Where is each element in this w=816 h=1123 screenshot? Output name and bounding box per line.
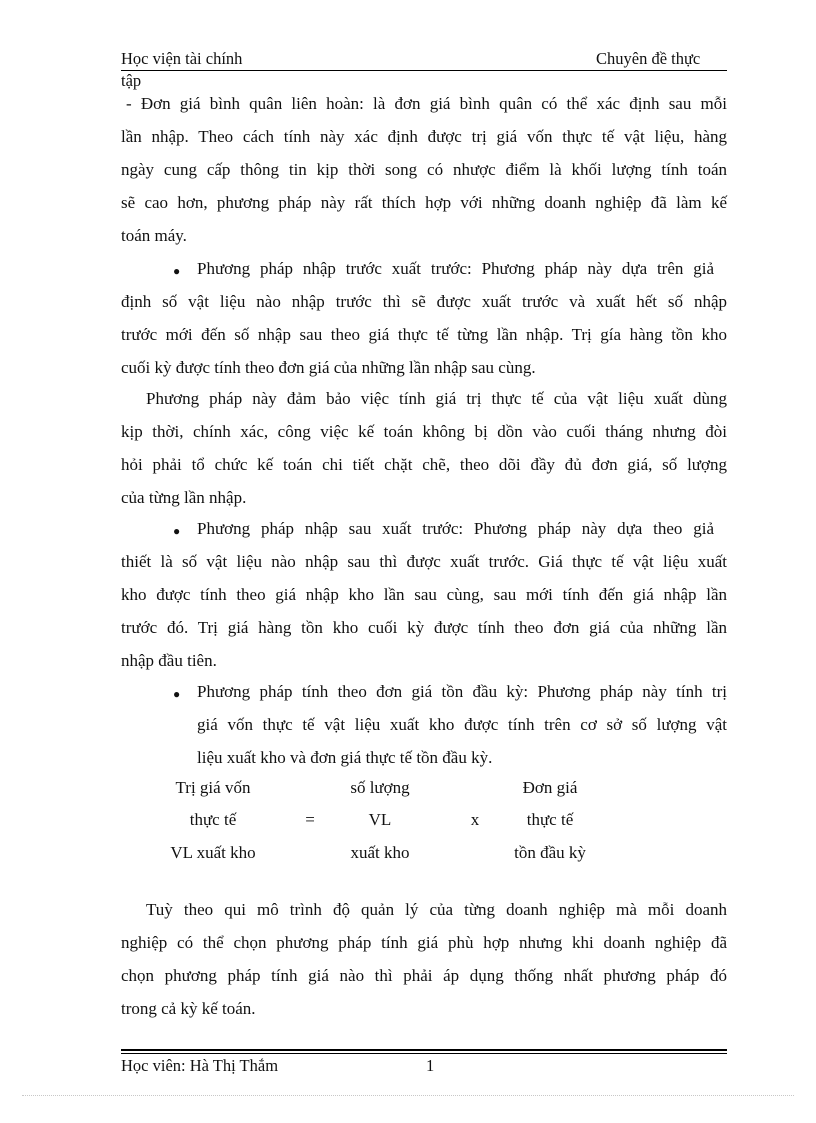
header-rule: [121, 70, 727, 71]
footer-author: Học viên: Hà Thị Thắm: [121, 1056, 279, 1075]
bullet-icon: ●: [173, 687, 181, 701]
text-line: trước đó. Trị giá hàng tồn kho cuối kỳ được tính theo đơn giá của những lần: [121, 618, 727, 637]
text-line: kịp thời, chính xác, công việc kế toán không bị dồn vào cuối tháng nhưng đòi: [121, 422, 727, 441]
text-line: sẽ cao hơn, phương pháp này rất thích hợp với những doanh nghiệp đã làm kế: [121, 193, 727, 212]
header-left: Học viện tài chính: [121, 49, 243, 68]
text-line: hỏi phải tổ chức kế toán chi tiết chặt chẽ, theo dõi đầy đủ đơn giá, số lượng: [121, 455, 727, 474]
formula-term-1: thực tế: [189, 810, 237, 829]
text-line: chọn phương pháp tính giá nào thì phải áp dụng thống nhất phương pháp đó: [121, 966, 727, 985]
formula-term-3: Đơn giá: [522, 778, 578, 797]
text-line: định số vật liệu nào nhập trước thì sẽ được xuất trước và xuất hết số nhập: [121, 292, 727, 311]
equals-sign: =: [305, 810, 315, 829]
text-line: Tuỳ theo qui mô trình độ quản lý của từng doanh nghiệp mà mỗi doanh: [146, 900, 727, 919]
text-line: giá vốn thực tế vật liệu xuất kho được tính trên cơ sở số lượng vật: [197, 715, 727, 734]
formula-term-3: tồn đầu kỳ: [514, 843, 586, 862]
page-number: 1: [426, 1056, 435, 1075]
text-line: Phương pháp nhập trước xuất trước: Phương pháp này dựa trên giả: [197, 259, 714, 278]
formula-term-2: số lượng: [350, 778, 410, 797]
header-wrap: tập: [121, 71, 142, 90]
formula-term-3: thực tế: [526, 810, 574, 829]
formula-term-2: xuất kho: [350, 843, 410, 862]
text-line: lần nhập. Theo cách tính này xác định được trị giá vốn thực tế vật liệu, hàng: [121, 127, 727, 146]
formula-term-2: VL: [368, 810, 392, 829]
bullet-icon: ●: [173, 524, 181, 538]
text-line: Phương pháp nhập sau xuất trước: Phương pháp này dựa theo giả: [197, 519, 714, 538]
formula-term-1: Trị giá vốn: [175, 778, 251, 797]
footer-rule-thin: [121, 1053, 727, 1054]
text-line: nhập đầu tiên.: [121, 651, 217, 670]
text-line: Phương pháp này đảm bảo việc tính giá trị thực tế của vật liệu xuất dùng: [146, 389, 727, 408]
header-right: Chuyên đề thực: [596, 49, 701, 68]
page-edge: [22, 1095, 794, 1096]
text-line: kho được tính theo giá nhập kho lần sau cùng, sau mới tính đến giá nhập lần: [121, 585, 727, 604]
text-line: ngày cung cấp thông tin kịp thời song có nhược điểm là khối lượng tính toán: [121, 160, 727, 179]
text-line: thiết là số vật liệu nào nhập sau thì được xuất trước. Giá thực tế vật liệu xuất: [121, 552, 727, 571]
formula-term-1: VL xuất kho: [170, 843, 256, 862]
text-line: toán máy.: [121, 226, 187, 245]
text-line: Phương pháp tính theo đơn giá tồn đầu kỳ: Phương pháp này tính trị: [197, 682, 727, 701]
times-sign: x: [470, 810, 480, 829]
bullet-icon: ●: [173, 264, 181, 278]
footer-rule-thick: [121, 1049, 727, 1051]
text-line: liệu xuất kho và đơn giá thực tế tồn đầu kỳ.: [197, 748, 493, 767]
text-line: nghiệp có thể chọn phương pháp tính giá phù hợp nhưng khi doanh nghiệp đã: [121, 933, 727, 952]
text-line: cuối kỳ được tính theo đơn giá của những lần nhập sau cùng.: [121, 358, 536, 377]
text-line: trước mới đến số nhập sau theo giá thực tế từng lần nhập. Trị gía hàng tồn kho: [121, 325, 727, 344]
text-line: của từng lần nhập.: [121, 488, 247, 507]
text-line: trong cả kỳ kế toán.: [121, 999, 256, 1018]
text-line: - Đơn giá bình quân liên hoàn: là đơn giá bình quân có thể xác định sau mỗi: [126, 94, 727, 113]
